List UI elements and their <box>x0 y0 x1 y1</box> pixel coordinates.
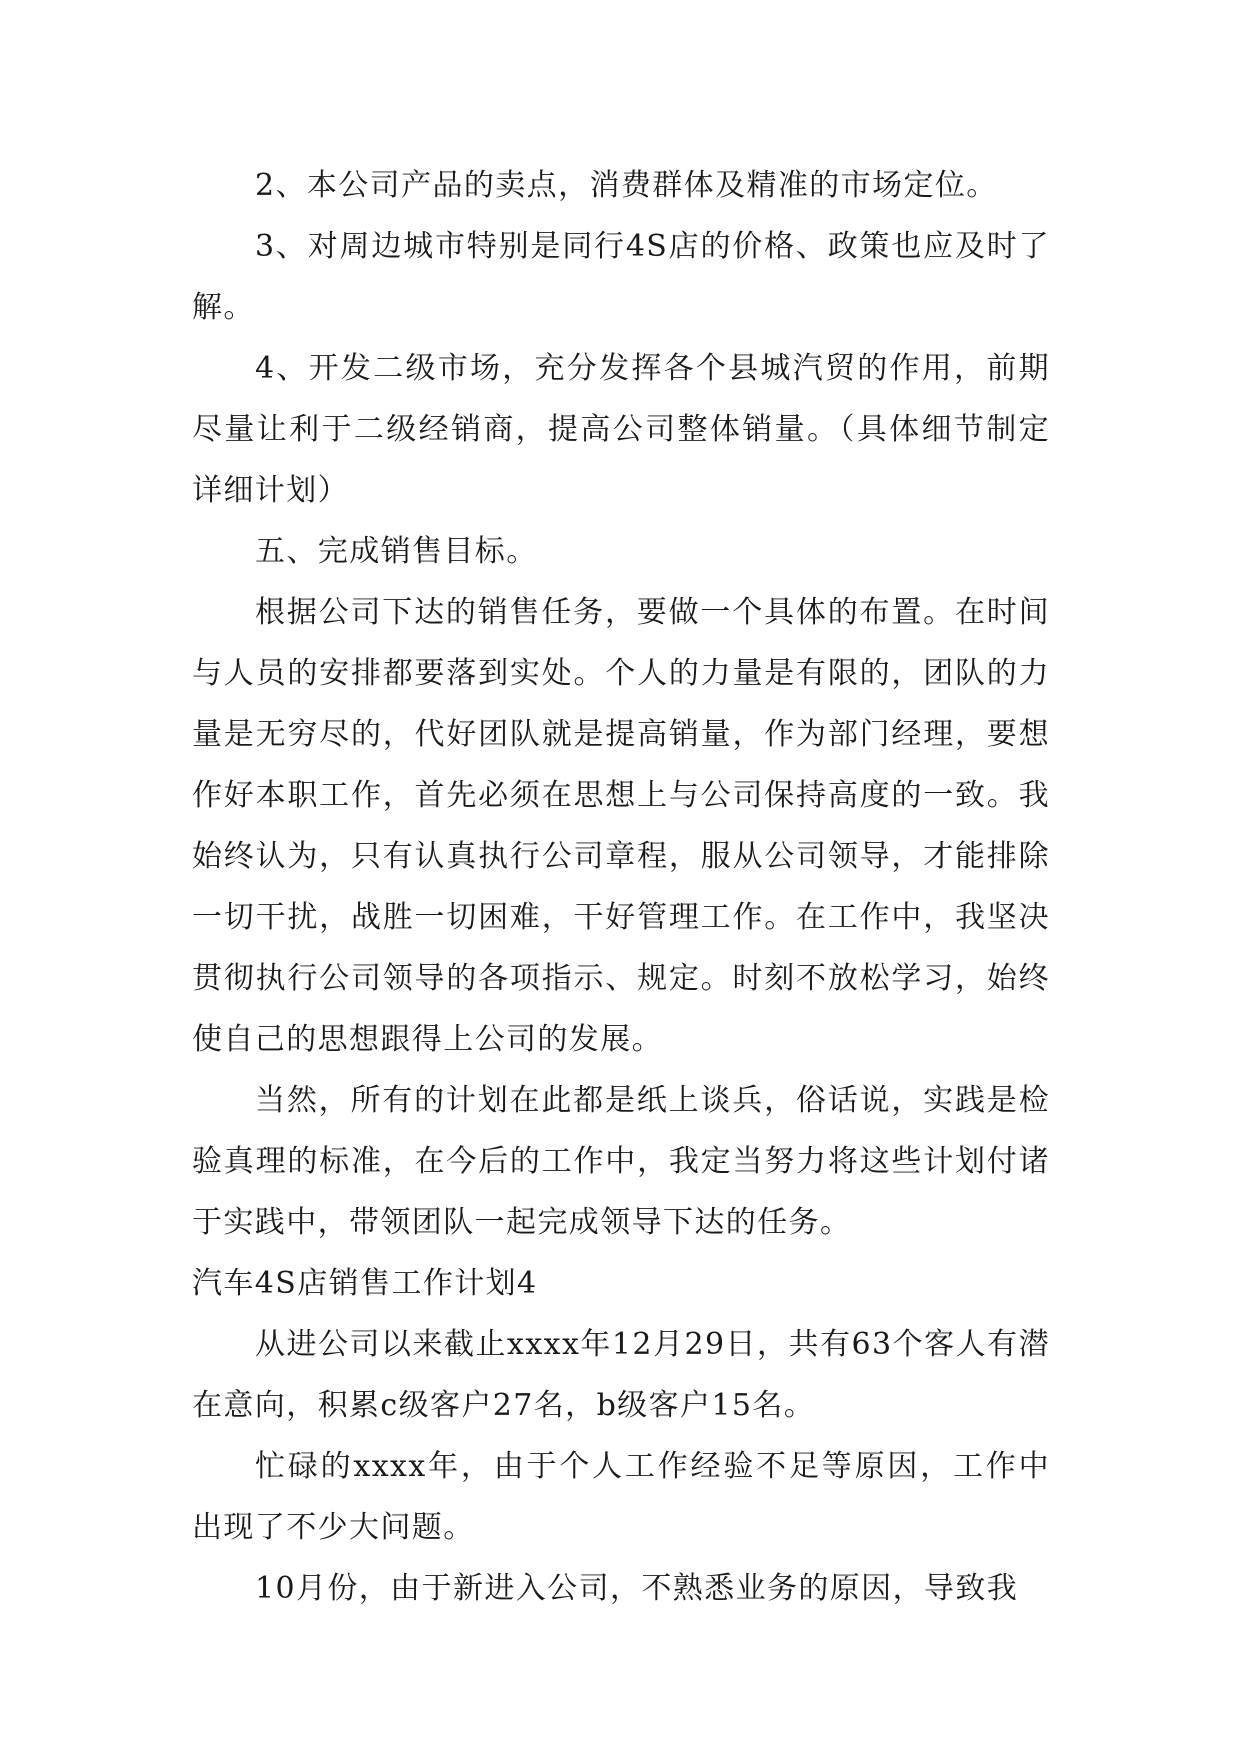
paragraph-item-4: 4、开发二级市场，充分发挥各个县城汽贸的作用，前期尽量让利于二级经销商，提高公司整体销量。（具体细节制定详细计划） <box>192 351 1050 508</box>
paragraph-sales-target: 根据公司下达的销售任务，要做一个具体的布置。在时间与人员的安排都要落到实处。个人的力量是有限的，团队的力量是无穷尽的，代好团队就是提高销量，作为部门经理，要想作好本职工作，首先必须在思想上与公司保持高度的一致。我始终认为，只有认真执行公司章程，服从公司领导，才能排除一切干扰，战胜一切困难，干好管理工作。在工作中，我坚决贯彻执行公司领导的各项指示、规定。时刻不放松学习，始终使自己的思想跟得上公司的发展。 <box>192 595 1050 1057</box>
paragraph-october: 10月份，由于新进入公司，不熟悉业务的原因，导致我 <box>255 1571 1019 1606</box>
paragraph-busy-year: 忙碌的xxxx年，由于个人工作经验不足等原因，工作中出现了不少大问题。 <box>192 1449 1050 1545</box>
document-body <box>192 155 1050 1619</box>
section-title: 汽车4S店销售工作计划4 <box>192 1266 538 1301</box>
paragraph-conclusion: 当然，所有的计划在此都是纸上谈兵，俗话说，实践是检验真理的标准，在今后的工作中，我定当努力将这些计划付诸于实践中，带领团队一起完成领导下达的任务。 <box>192 1083 1050 1240</box>
paragraph-customers: 从进公司以来截止xxxx年12月29日，共有63个客人有潜在意向，积累c级客户27名，b级客户15名。 <box>192 1327 1050 1423</box>
section-heading-five: 五、完成销售目标。 <box>255 534 538 569</box>
paragraph-item-2: 2、本公司产品的卖点，消费群体及精准的市场定位。 <box>255 168 998 203</box>
paragraph-item-3: 3、对周边城市特别是同行4S店的价格、政策也应及时了解。 <box>192 229 1050 325</box>
